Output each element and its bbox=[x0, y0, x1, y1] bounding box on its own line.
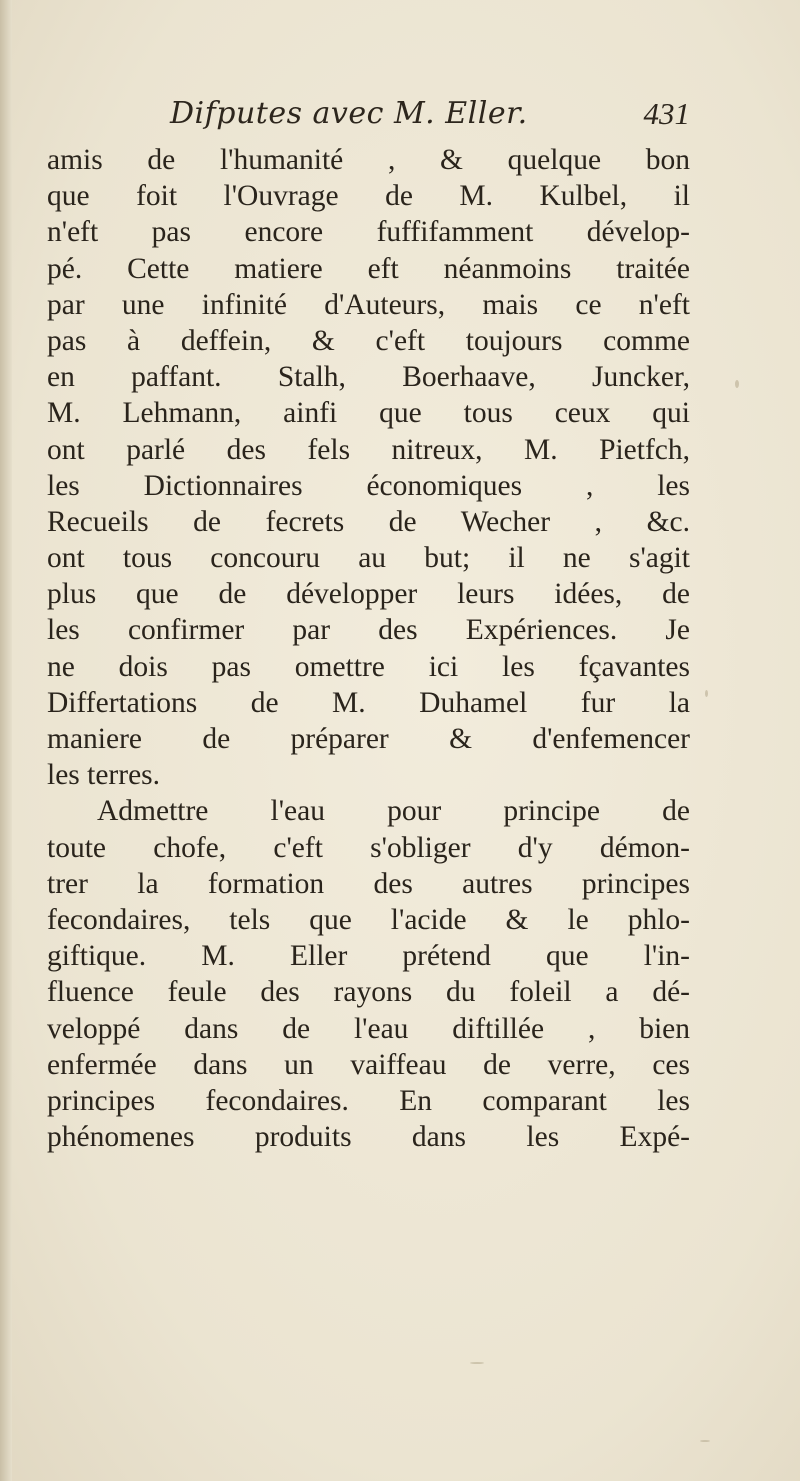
text-line: Recueils de fecrets de Wecher , &c. bbox=[47, 505, 690, 538]
text-line: trer la formation des autres principes bbox=[47, 867, 690, 900]
text-line: veloppé dans de l'eau diftillée , bien bbox=[47, 1012, 690, 1045]
page-number: 431 bbox=[643, 96, 690, 131]
body-text bbox=[47, 142, 690, 1155]
text-line: Differtations de M. Duhamel fur la bbox=[47, 686, 690, 719]
paper-speck bbox=[735, 380, 739, 388]
text-line: enfermée dans un vaiffeau de verre, ces bbox=[47, 1048, 690, 1081]
text-line: pas à deffein, & c'eft toujours comme bbox=[47, 324, 690, 357]
text-line: giftique. M. Eller prétend que l'in- bbox=[47, 940, 690, 973]
text-line: amis de l'humanité , & quelque bon bbox=[47, 144, 690, 176]
text-line: toute chofe, c'eft s'obliger d'y démon- bbox=[47, 831, 690, 864]
text-line: fecondaires, tels que l'acide & le phlo- bbox=[47, 903, 690, 936]
text-line: plus que de développer leurs idées, de bbox=[47, 578, 690, 611]
paper-speck bbox=[700, 1440, 710, 1442]
text-line: que foit l'Ouvrage de M. Kulbel, il bbox=[47, 180, 690, 213]
text-line: les confirmer par des Expériences. Je bbox=[47, 614, 690, 647]
text-line: les Dictionnaires économiques , les bbox=[47, 469, 690, 502]
text-line: phénomenes produits dans les Expé- bbox=[47, 1121, 690, 1154]
text-line: ne dois pas omettre ici les fçavantes bbox=[47, 650, 690, 683]
page-gutter bbox=[0, 0, 12, 1481]
text-line: n'eft pas encore fuffifamment dévelop- bbox=[47, 216, 690, 249]
paper-speck bbox=[705, 690, 708, 697]
text-line: pé. Cette matiere eft néanmoins traitée bbox=[47, 252, 690, 285]
text-line: ont tous concouru au but; il ne s'agit bbox=[47, 542, 690, 575]
paper-speck bbox=[470, 1362, 484, 1364]
paragraph-start-line: Admettre l'eau pour principe de bbox=[97, 795, 690, 828]
paragraph-end-line: les terres. bbox=[47, 759, 161, 792]
running-title: Difputes avec M. Eller. bbox=[170, 96, 528, 131]
text-line: fluence feule des rayons du foleil a dé- bbox=[47, 976, 690, 1009]
text-line: ont parlé des fels nitreux, M. Pietfch, bbox=[47, 433, 690, 466]
text-line: M. Lehmann, ainfi que tous ceux qui bbox=[47, 397, 690, 430]
text-line: en paffant. Stalh, Boerhaave, Juncker, bbox=[47, 361, 690, 394]
text-line: maniere de préparer & d'enfemencer bbox=[47, 723, 690, 755]
page-header bbox=[120, 96, 690, 140]
text-line: principes fecondaires. En comparant les bbox=[47, 1084, 690, 1117]
text-line: par une infinité d'Auteurs, mais ce n'eft bbox=[47, 288, 690, 321]
